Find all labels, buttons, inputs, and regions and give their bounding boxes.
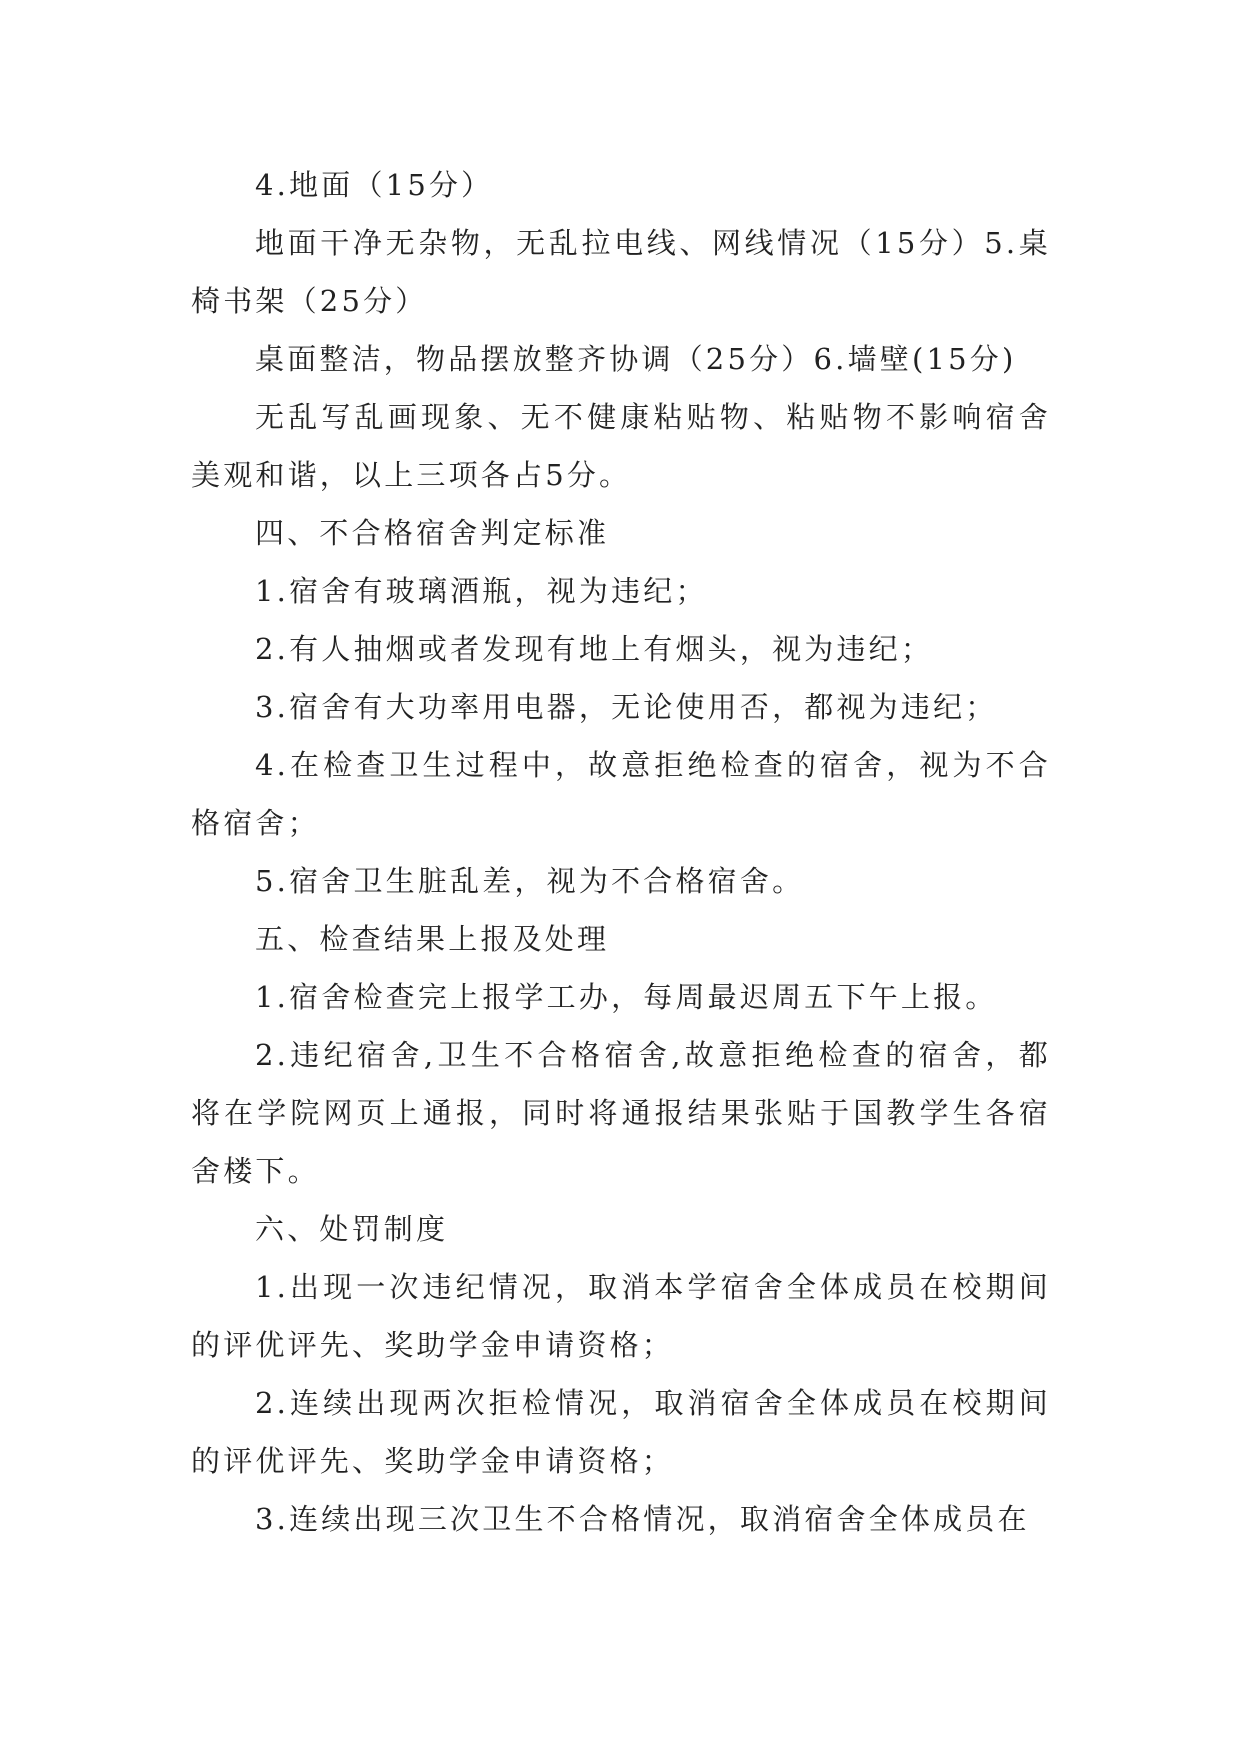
list-item: 2.违纪宿舍,卫生不合格宿舍,故意拒绝检查的宿舍，都将在学院网页上通报，同时将通报结果张贴于国教学生各宿舍楼下。 [191,1038,1051,1188]
document-body [191,156,1051,1548]
section-heading-report-handling: 五、检查结果上报及处理 [255,922,610,956]
section-heading-unqualified-standards: 四、不合格宿舍判定标准 [255,516,610,550]
list-item: 1.宿舍有玻璃酒瓶，视为违纪； [255,574,708,608]
list-item: 3.连续出现三次卫生不合格情况，取消宿舍全体成员在 [255,1502,1030,1536]
paragraph-desk-criteria: 桌面整洁，物品摆放整齐协调（25分）6.墙壁(15分) [255,342,1017,376]
list-item: 1.宿舍检查完上报学工办，每周最迟周五下午上报。 [255,980,998,1014]
paragraph-floor-criteria: 地面干净无杂物，无乱拉电线、网线情况（15分）5.桌椅书架（25分） [191,226,1051,318]
paragraph-floor-heading: 4.地面（15分） [255,168,494,202]
list-item: 3.宿舍有大功率用电器，无论使用否，都视为违纪； [255,690,998,724]
list-item: 5.宿舍卫生脏乱差，视为不合格宿舍。 [255,864,805,898]
list-item: 2.有人抽烟或者发现有地上有烟头，视为违纪； [255,632,934,666]
list-item: 2.连续出现两次拒检情况，取消宿舍全体成员在校期间的评优评先、奖助学金申请资格； [191,1386,1051,1478]
paragraph-wall-criteria: 无乱写乱画现象、无不健康粘贴物、粘贴物不影响宿舍美观和谐，以上三项各占5分。 [191,400,1051,492]
list-item: 1.出现一次违纪情况，取消本学宿舍全体成员在校期间的评优评先、奖助学金申请资格； [191,1270,1051,1362]
list-item: 4.在检查卫生过程中，故意拒绝检查的宿舍，视为不合格宿舍； [191,748,1051,840]
section-heading-penalty: 六、处罚制度 [255,1212,449,1246]
